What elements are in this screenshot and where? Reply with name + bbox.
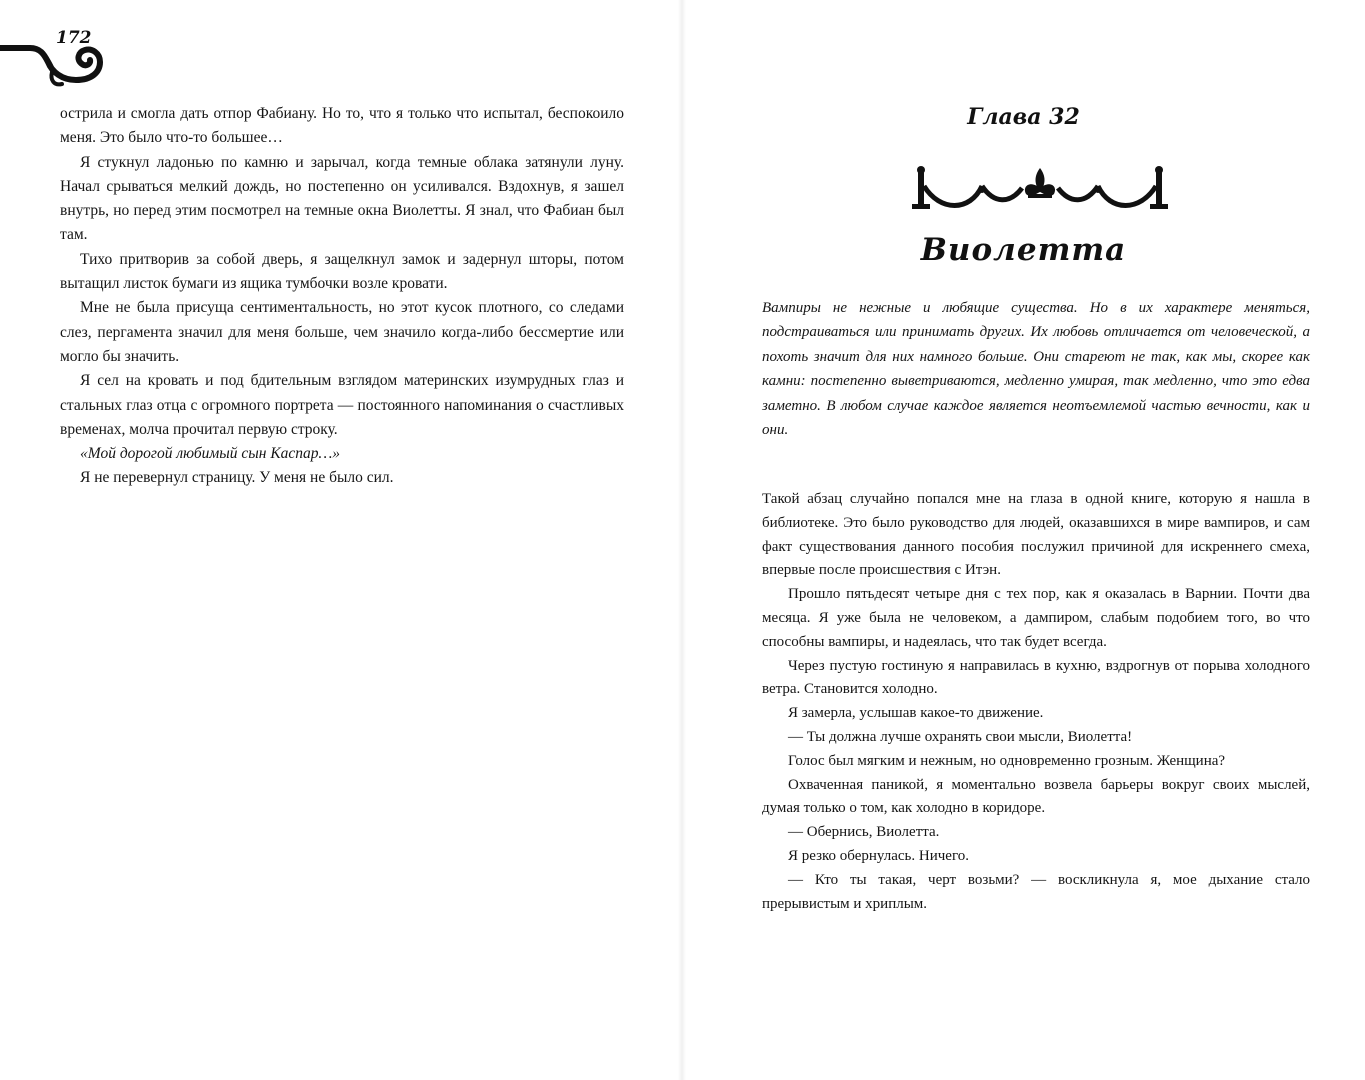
paragraph: Прошло пятьдесят четыре дня с тех пор, как я оказалась в Варнии. Почти два месяца. Я уже была не человеком, а дампиром, слабым подобием того, во что способны вампиры, и надеялась, что так будет всегда. [762,586,1310,650]
left-page [0,0,682,1080]
paragraph: острила и смогла дать отпор Фабиану. Но то, что я только что испытал, беспокоило меня. Это было что-то большее… [60,105,624,147]
dialogue-line: — Обернись, Виолетта. [788,824,940,841]
chapter-label: Глава 32 [967,104,1080,130]
paragraph: Такой абзац случайно попался мне на глаза в одной книге, которую я нашла в библиотеке. Это было руководство для людей, оказавшихся в мире вампиров, и сам факт существования данного пособия послужил причиной для искреннего смеха, впервые после происшествия с Итэн. [762,491,1310,579]
dialogue-line: — Ты должна лучше охранять свои мысли, Виолетта! [788,728,1133,745]
chapter-ornament-icon [910,164,1170,216]
paragraph: Я стукнул ладонью по камню и зарычал, когда темные облака затянули луну. Начал срываться мелкий дождь, но постепенно он усиливался. Вздохнув, я зашел внутрь, но перед этим посмотрел на темные окна Виолетты. Я знал, что Фабиан был там. [60,153,624,244]
left-page-text [60,102,624,491]
letter-quote: «Мой дорогой любимый сын Каспар…» [80,445,341,463]
paragraph: Через пустую гостиную я направилась в кухню, вздрогнув от порыва холодного ветра. Становится холодно. [762,657,1310,698]
paragraph: Я не перевернул страницу. У меня не было сил. [80,469,394,487]
page-number: 172 [56,28,92,48]
paragraph: Тихо притворив за собой дверь, я защелкнул замок и задернул шторы, потом вытащил листок бумаги из ящика тумбочки возле кровати. [60,250,624,293]
corner-ornament-icon [0,40,110,90]
paragraph: Я резко обернулась. Ничего. [788,847,969,864]
chapter-title: Виолетта [920,232,1127,268]
paragraph: Голос был мягким и нежным, но одновременно грозным. Женщина? [788,752,1226,769]
paragraph: Я замерла, услышав какое-то движение. [788,705,1044,722]
paragraph: Охваченная паникой, я моментально возвела барьеры вокруг своих мыслей, думая только о том, как холодно в коридоре. [762,776,1310,817]
paragraph: Я сел на кровать и под бдительным взглядом материнских изумрудных глаз и стальных глаз отца с огромного портрета — постоянного напоминания о счастливых временах, молча прочитал первую строку. [60,372,624,438]
epigraph: Вампиры не нежные и любящие существа. Но в их характере меняться, подстраиваться или принимать других. Их любовь отличается от человеческой, а похоть значит для них намного больше. Они стареют не так, как мы, скорее как камни: постепенно выветриваются, медленно умирая, так медленно, что это едва заметно. В любом случае каждое является неотъемлемой частью вечности, как и они. [762,300,1310,439]
right-page [682,0,1365,1080]
dialogue-line: — Кто ты такая, черт возьми? — воскликнула я, мое дыхание стало прерывистым и хриплым. [762,871,1310,912]
paragraph: Мне не была присуща сентиментальность, но этот кусок плотного, со следами слез, пергамента значил для меня больше, чем значило когда-либо бессмертие или могло бы значить. [60,299,624,365]
right-page-text [762,488,1310,916]
